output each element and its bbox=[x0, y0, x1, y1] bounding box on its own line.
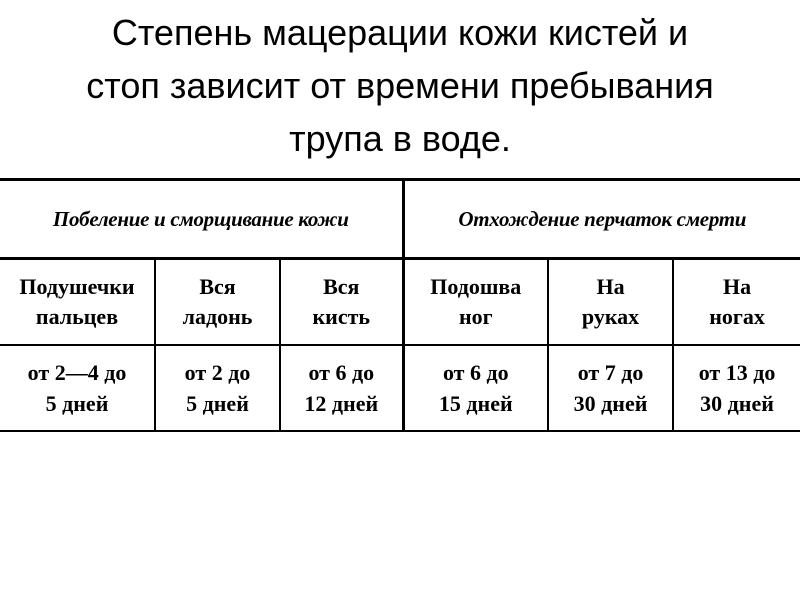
value-row bbox=[0, 345, 800, 431]
column-header-on-hands bbox=[548, 259, 673, 346]
value-line: от 6 до bbox=[308, 360, 375, 385]
column-header-line: Вся bbox=[199, 274, 236, 299]
value-line: 30 дней bbox=[700, 391, 774, 416]
value-cell-fingertips bbox=[0, 345, 155, 431]
value-line: 15 дней bbox=[438, 391, 513, 416]
value-line: 5 дней bbox=[186, 391, 249, 416]
value-cell-whole-palm bbox=[155, 345, 280, 431]
value-line: 5 дней bbox=[45, 391, 109, 416]
value-cell-whole-hand bbox=[280, 345, 403, 431]
column-header-line: пальцев bbox=[35, 304, 119, 329]
slide-title bbox=[0, 6, 800, 165]
title-line-1: Степень мацерации кожи кистей и bbox=[111, 12, 689, 53]
value-line: 12 дней bbox=[304, 391, 379, 416]
value-line: 30 дней bbox=[573, 391, 648, 416]
group-header-glove-detachment: Отхождение перчаток смерти bbox=[403, 180, 800, 259]
column-header-line: Подошва bbox=[430, 274, 522, 299]
title-line-3: трупа в воде. bbox=[289, 118, 511, 159]
value-line: от 13 до bbox=[698, 360, 776, 385]
value-line: от 2—4 до bbox=[27, 360, 127, 385]
value-line: от 2 до bbox=[184, 360, 251, 385]
group-header-row bbox=[0, 180, 800, 259]
column-header-line: Подушечки bbox=[19, 274, 135, 299]
column-header-line: На bbox=[596, 274, 625, 299]
column-header-line: Вся bbox=[323, 274, 360, 299]
column-header-row bbox=[0, 259, 800, 346]
column-header-sole bbox=[403, 259, 548, 346]
value-cell-on-hands bbox=[548, 345, 673, 431]
column-header-line: кисть bbox=[312, 304, 371, 329]
group-header-whitening: Побеление и сморщивание кожи bbox=[0, 180, 403, 259]
column-header-line: ног bbox=[458, 304, 493, 329]
maceration-table-wrap bbox=[0, 178, 800, 428]
column-header-fingertips bbox=[0, 259, 155, 346]
column-header-whole-palm bbox=[155, 259, 280, 346]
column-header-line: ладонь bbox=[182, 304, 253, 329]
column-header-line: руках bbox=[581, 304, 640, 329]
maceration-table bbox=[0, 178, 800, 432]
column-header-on-feet bbox=[673, 259, 800, 346]
column-header-line: На bbox=[722, 274, 752, 299]
value-cell-sole bbox=[403, 345, 548, 431]
column-header-line: ногах bbox=[709, 304, 765, 329]
value-line: от 7 до bbox=[577, 360, 644, 385]
title-line-2: стоп зависит от времени пребывания bbox=[86, 65, 714, 106]
column-header-whole-hand bbox=[280, 259, 403, 346]
value-cell-on-feet bbox=[673, 345, 800, 431]
value-line: от 6 до bbox=[442, 360, 509, 385]
